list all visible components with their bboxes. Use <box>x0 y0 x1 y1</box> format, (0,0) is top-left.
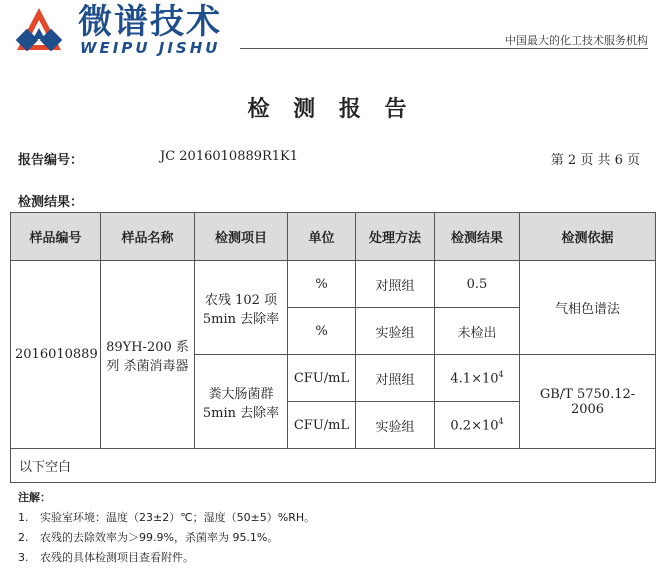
brand-name-cn: 微谱技术 <box>78 2 222 42</box>
note-index: 2. <box>18 531 29 544</box>
col-header-sample-name: 样品名称 <box>101 213 195 261</box>
method-cell: 实验组 <box>356 308 435 355</box>
note-text: 农残的具体检测项目查看附件。 <box>40 551 194 564</box>
page-indicator: 第 2 页 共 6 页 <box>550 153 640 168</box>
col-header-test-item: 检测项目 <box>195 213 288 261</box>
report-number-value: JC 2016010889R1K1 <box>160 149 299 164</box>
col-header-unit: 单位 <box>288 213 356 261</box>
sample-name-cell: 89YH-200 系列 杀菌消毒器 <box>101 261 195 449</box>
note-item <box>18 548 315 568</box>
basis-cell: 气相色谱法 <box>520 261 656 355</box>
col-header-basis: 检测依据 <box>520 213 656 261</box>
notes-title: 注解： <box>18 491 51 504</box>
col-header-result: 检测结果 <box>435 213 520 261</box>
table-row-blank-note <box>11 449 656 483</box>
table-row <box>11 261 656 308</box>
method-cell: 对照组 <box>356 261 435 308</box>
unit-cell: CFU/mL <box>288 402 356 449</box>
unit-cell: % <box>288 261 356 308</box>
note-text: 实验室环境：温度（23±2）℃；湿度（50±5）%RH。 <box>40 511 316 524</box>
note-item <box>18 508 315 528</box>
method-cell: 对照组 <box>356 355 435 402</box>
result-value: 0.2×10 <box>450 418 499 434</box>
unit-cell: CFU/mL <box>288 355 356 402</box>
result-cell <box>435 355 520 402</box>
col-header-sample-id: 样品编号 <box>11 213 101 261</box>
blank-note: 以下空白 <box>11 449 656 483</box>
header-divider <box>240 48 648 49</box>
note-text: 农残的去除效率为＞99.9%，杀菌率为 95.1%。 <box>40 531 279 544</box>
result-cell <box>435 308 520 355</box>
note-index: 1. <box>18 511 29 524</box>
company-logo <box>15 6 63 52</box>
test-item-cell: 粪大肠菌群 5min 去除率 <box>195 355 288 449</box>
report-title: 检 测 报 告 <box>247 97 415 122</box>
result-value: 4.1×10 <box>450 371 499 387</box>
sample-id-cell: 2016010889 <box>11 261 101 449</box>
note-item <box>18 528 315 548</box>
basis-cell: GB/T 5750.12-2006 <box>520 355 656 449</box>
results-table <box>10 212 656 483</box>
result-value: 0.5 <box>466 276 488 292</box>
test-item-cell: 农残 102 项 5min 去除率 <box>195 261 288 355</box>
result-value: 未检出 <box>457 325 497 341</box>
result-exponent: 4 <box>498 369 504 379</box>
method-cell: 实验组 <box>356 402 435 449</box>
company-tagline: 中国最大的化工技术服务机构 <box>505 34 648 47</box>
col-header-method: 处理方法 <box>356 213 435 261</box>
brand-name-en: WEIPU JISHU <box>80 39 221 57</box>
notes-section <box>18 488 315 568</box>
result-cell <box>435 402 520 449</box>
results-label: 检测结果： <box>18 195 84 210</box>
note-index: 3. <box>18 551 29 564</box>
table-header-row <box>11 213 656 261</box>
result-exponent: 4 <box>498 416 504 426</box>
result-cell <box>435 261 520 308</box>
unit-cell: % <box>288 308 356 355</box>
report-number-label: 报告编号： <box>18 153 84 168</box>
